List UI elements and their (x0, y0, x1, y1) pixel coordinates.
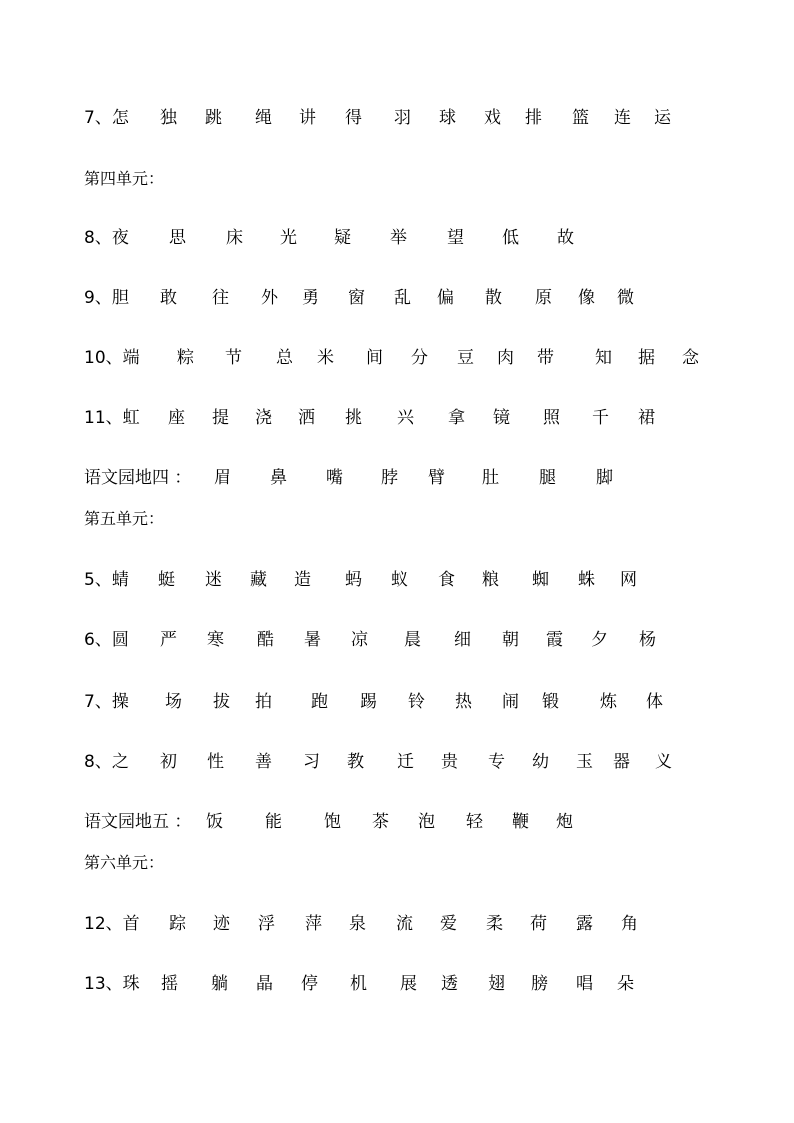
vocab-character: 踪 (169, 914, 186, 934)
vocab-character: 肉 (497, 348, 514, 368)
word-row (84, 972, 704, 996)
vocab-character: 泉 (349, 914, 366, 934)
vocab-character: 跑 (311, 692, 328, 712)
word-row (84, 750, 704, 774)
word-row (84, 628, 704, 652)
vocab-character: 荷 (530, 914, 547, 934)
vocab-character: 躺 (211, 974, 228, 994)
word-row (84, 286, 704, 310)
vocab-character: 酷 (257, 630, 274, 650)
vocab-character: 轻 (466, 812, 483, 832)
vocab-character: 迹 (213, 914, 230, 934)
vocab-character: 专 (488, 752, 505, 772)
vocab-character: 严 (160, 630, 177, 650)
vocab-character: 露 (576, 914, 593, 934)
vocab-character: 杨 (639, 630, 656, 650)
vocab-character: 玉 (576, 752, 593, 772)
vocab-character: 据 (638, 348, 655, 368)
vocab-character: 唱 (576, 974, 593, 994)
row-label: 语文园地四 ： (84, 468, 192, 488)
vocab-character: 总 (276, 348, 293, 368)
vocab-character: 茶 (372, 812, 389, 832)
vocab-character: 蜘 (532, 570, 549, 590)
vocab-character: 翅 (488, 974, 505, 994)
vocab-character: 千 (592, 408, 609, 428)
vocab-character: 造 (294, 570, 311, 590)
vocab-character: 间 (366, 348, 383, 368)
row-label: 7、操 (84, 692, 129, 712)
vocab-character: 藏 (250, 570, 267, 590)
vocab-character: 得 (345, 108, 362, 128)
vocab-character: 迁 (397, 752, 414, 772)
vocab-character: 细 (454, 630, 471, 650)
row-label: 7、怎 (84, 108, 129, 128)
word-row (84, 106, 704, 130)
vocab-character: 闹 (502, 692, 519, 712)
word-row (84, 810, 704, 834)
vocab-character: 寒 (207, 630, 224, 650)
row-label: 8、之 (84, 752, 129, 772)
vocab-character: 饭 (206, 812, 223, 832)
vocab-character: 疑 (334, 228, 351, 248)
vocab-character: 提 (212, 408, 229, 428)
vocab-character: 外 (261, 288, 278, 308)
vocab-character: 器 (613, 752, 630, 772)
word-row (84, 346, 704, 370)
row-label: 5、蜻 (84, 570, 129, 590)
vocab-character: 思 (169, 228, 186, 248)
vocab-character: 能 (265, 812, 282, 832)
vocab-character: 幼 (532, 752, 549, 772)
vocab-character: 拔 (213, 692, 230, 712)
vocab-character: 网 (620, 570, 637, 590)
vocab-character: 粽 (177, 348, 194, 368)
vocab-character: 散 (485, 288, 502, 308)
vocab-character: 脚 (596, 468, 613, 488)
vocab-character: 贵 (441, 752, 458, 772)
vocab-character: 跳 (205, 108, 222, 128)
vocab-character: 分 (411, 348, 428, 368)
vocab-character: 柔 (486, 914, 503, 934)
unit-heading: 第六单元： (84, 853, 165, 872)
vocab-character: 摇 (161, 974, 178, 994)
vocab-character: 偏 (437, 288, 454, 308)
vocab-character: 朵 (617, 974, 634, 994)
vocab-character: 萍 (305, 914, 322, 934)
vocab-character: 教 (347, 752, 364, 772)
vocab-character: 独 (160, 108, 177, 128)
vocab-character: 晨 (404, 630, 421, 650)
vocab-character: 臂 (428, 468, 445, 488)
vocab-character: 裙 (638, 408, 655, 428)
vocab-character: 望 (447, 228, 464, 248)
unit-heading: 第五单元： (84, 509, 165, 528)
vocab-character: 朝 (502, 630, 519, 650)
vocab-character: 球 (439, 108, 456, 128)
vocab-character: 浇 (255, 408, 272, 428)
vocab-character: 低 (502, 228, 519, 248)
row-label: 11、虹 (84, 408, 140, 428)
vocab-character: 蚁 (391, 570, 408, 590)
vocab-character: 故 (557, 228, 574, 248)
vocab-character: 兴 (397, 408, 414, 428)
vocab-character: 豆 (457, 348, 474, 368)
vocab-character: 角 (621, 914, 638, 934)
vocab-character: 敢 (160, 288, 177, 308)
vocab-character: 洒 (298, 408, 315, 428)
row-label: 12、首 (84, 914, 140, 934)
vocab-character: 场 (165, 692, 182, 712)
vocab-character: 食 (438, 570, 455, 590)
vocab-character: 鞭 (512, 812, 529, 832)
row-label: 9、胆 (84, 288, 129, 308)
vocab-character: 浮 (258, 914, 275, 934)
vocab-character: 蚂 (345, 570, 362, 590)
vocab-character: 饱 (324, 812, 341, 832)
vocab-character: 米 (317, 348, 334, 368)
word-row (84, 690, 704, 714)
word-row (84, 406, 704, 430)
vocab-character: 微 (617, 288, 634, 308)
vocab-character: 绳 (255, 108, 272, 128)
word-row (84, 466, 704, 490)
vocab-character: 炮 (556, 812, 573, 832)
vocab-character: 义 (655, 752, 672, 772)
unit-heading: 第四单元： (84, 169, 165, 188)
vocab-character: 透 (441, 974, 458, 994)
vocab-character: 乱 (394, 288, 411, 308)
vocab-character: 肚 (482, 468, 499, 488)
vocab-character: 习 (303, 752, 320, 772)
vocab-character: 性 (207, 752, 224, 772)
vocab-character: 戏 (484, 108, 501, 128)
vocab-character: 光 (280, 228, 297, 248)
vocab-character: 迷 (205, 570, 222, 590)
vocab-character: 机 (350, 974, 367, 994)
vocab-character: 暑 (304, 630, 321, 650)
vocab-character: 晶 (256, 974, 273, 994)
row-label: 13、珠 (84, 974, 140, 994)
vocab-character: 举 (390, 228, 407, 248)
vocab-character: 篮 (572, 108, 589, 128)
row-label: 8、夜 (84, 228, 129, 248)
vocab-character: 蛛 (578, 570, 595, 590)
word-row (84, 568, 704, 592)
vocab-character: 像 (578, 288, 595, 308)
vocab-character: 挑 (345, 408, 362, 428)
vocab-character: 知 (595, 348, 612, 368)
vocab-character: 镜 (493, 408, 510, 428)
vocab-character: 原 (535, 288, 552, 308)
vocab-character: 流 (396, 914, 413, 934)
vocab-character: 节 (225, 348, 242, 368)
vocab-character: 停 (301, 974, 318, 994)
vocab-character: 往 (212, 288, 229, 308)
vocab-character: 霞 (546, 630, 563, 650)
vocab-character: 铃 (408, 692, 425, 712)
vocab-character: 排 (525, 108, 542, 128)
vocab-character: 带 (537, 348, 554, 368)
vocab-character: 凉 (351, 630, 368, 650)
vocab-character: 拍 (255, 692, 272, 712)
vocab-character: 膀 (531, 974, 548, 994)
vocab-character: 床 (226, 228, 243, 248)
vocab-character: 善 (255, 752, 272, 772)
vocab-character: 爱 (440, 914, 457, 934)
word-row (84, 912, 704, 936)
vocab-character: 体 (646, 692, 663, 712)
vocab-character: 运 (654, 108, 671, 128)
vocab-character: 腿 (539, 468, 556, 488)
vocab-character: 夕 (591, 630, 608, 650)
vocab-character: 眉 (214, 468, 231, 488)
vocab-character: 勇 (302, 288, 319, 308)
vocab-character: 热 (455, 692, 472, 712)
vocab-character: 座 (168, 408, 185, 428)
vocab-character: 嘴 (326, 468, 343, 488)
vocab-character: 羽 (394, 108, 411, 128)
vocab-character: 鼻 (270, 468, 287, 488)
vocab-character: 泡 (418, 812, 435, 832)
vocab-character: 初 (160, 752, 177, 772)
vocab-character: 粮 (482, 570, 499, 590)
vocab-character: 锻 (542, 692, 559, 712)
row-label: 语文园地五 ： (84, 812, 192, 832)
vocab-character: 拿 (448, 408, 465, 428)
vocab-character: 炼 (600, 692, 617, 712)
vocab-character: 蜓 (158, 570, 175, 590)
row-label: 10、端 (84, 348, 140, 368)
vocab-character: 照 (543, 408, 560, 428)
vocab-character: 连 (614, 108, 631, 128)
vocab-character: 踢 (360, 692, 377, 712)
vocab-character: 窗 (348, 288, 365, 308)
word-row (84, 226, 704, 250)
vocab-character: 念 (682, 348, 699, 368)
row-label: 6、圆 (84, 630, 129, 650)
vocab-character: 讲 (299, 108, 316, 128)
vocab-character: 展 (400, 974, 417, 994)
vocab-character: 脖 (381, 468, 398, 488)
